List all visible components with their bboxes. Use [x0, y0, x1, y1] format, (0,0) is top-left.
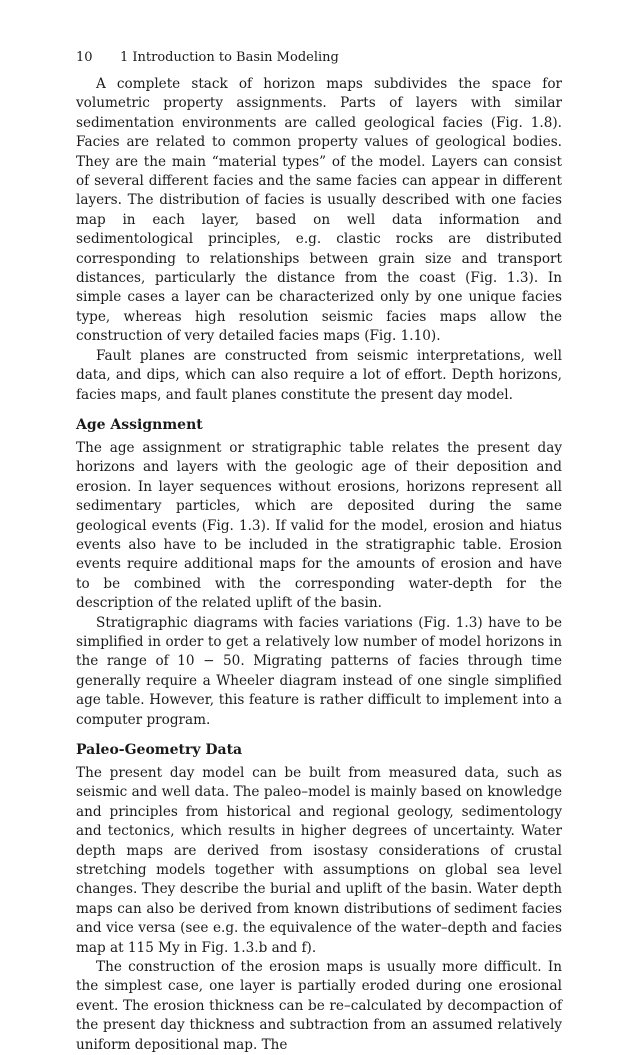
paragraph-fault-planes: Fault planes are constructed from seismic interpretations, well data, and dips, which can also require a lot of effort. Depth horizons, facies maps, and fault planes constitute the present day model.	[76, 347, 562, 403]
paragraph-age-assignment: The age assignment or stratigraphic table relates the present day horizons and layers with the geologic age of their deposition and erosion. In layer sequences without erosions, horizons represent all sedimentary particles, which are deposited during the same geological events (Fig. 1.3). If valid for the model, erosion and hiatus events also have to be included in the stratigraphic table. Erosion events require additional maps for the amounts of erosion and have to be combined with the corresponding water-depth for the description of the related uplift of the basin.	[76, 439, 562, 612]
paragraph-stratigraphic-diagrams: Stratigraphic diagrams with facies variations (Fig. 1.3) have to be simplified in order to get a relatively low number of model horizons in the range of 10 − 50. Migrating patterns of facies through time generally require a Wheeler diagram instead of one single simplified age table. However, this feature is rather difficult to implement into a computer program.	[76, 614, 562, 728]
heading-age-assignment: Age Assignment	[76, 416, 203, 433]
running-title: 1 Introduction to Basin Modeling	[120, 50, 339, 65]
paragraph-erosion-maps: The construction of the erosion maps is usually more difficult. In the simplest case, one layer is partially eroded during one erosional event. The erosion thickness can be re–calculated by decompaction of the present day thickness and subtraction from an assumed relatively uniform depositional map. The	[76, 959, 562, 1053]
body-text	[76, 75, 562, 1055]
paragraph-facies: A complete stack of horizon maps subdivides the space for volumetric property assignments. Parts of layers with similar sedimentation environments are called geological facies (Fig. 1.8). Facies are related to common property values of geological bodies. They are the main “material types” of the model. Layers can consist of several different facies and the same facies can appear in different layers. The distribution of facies is usually described with one facies map in each layer, based on well data information and sedimentological principles, e.g. clastic rocks are distributed corresponding to relationships between grain size and transport distances, particularly the distance from the coast (Fig. 1.3). In simple cases a layer can be characterized only by one unique facies type, whereas high resolution seismic facies maps allow the construction of very detailed facies maps (Fig. 1.10).	[76, 76, 562, 345]
running-head	[76, 50, 339, 66]
heading-paleo-geometry: Paleo-Geometry Data	[76, 742, 243, 758]
paragraph-paleo-model: The present day model can be built from measured data, such as seismic and well data. The paleo–model is mainly based on knowledge and principles from historical and regional geology, sedimentology and tectonics, which results in higher degrees of uncertainty. Water depth maps are derived from isostasy considerations of crustal stretching models together with assumptions on global sea level changes. They describe the burial and uplift of the basin. Water depth maps can also be derived from known distributions of sediment facies and vice versa (see e.g. the equivalence of the water–depth and facies map at 115 My in Fig. 1.3.b and f).	[76, 765, 562, 956]
page-number: 10	[76, 50, 93, 65]
